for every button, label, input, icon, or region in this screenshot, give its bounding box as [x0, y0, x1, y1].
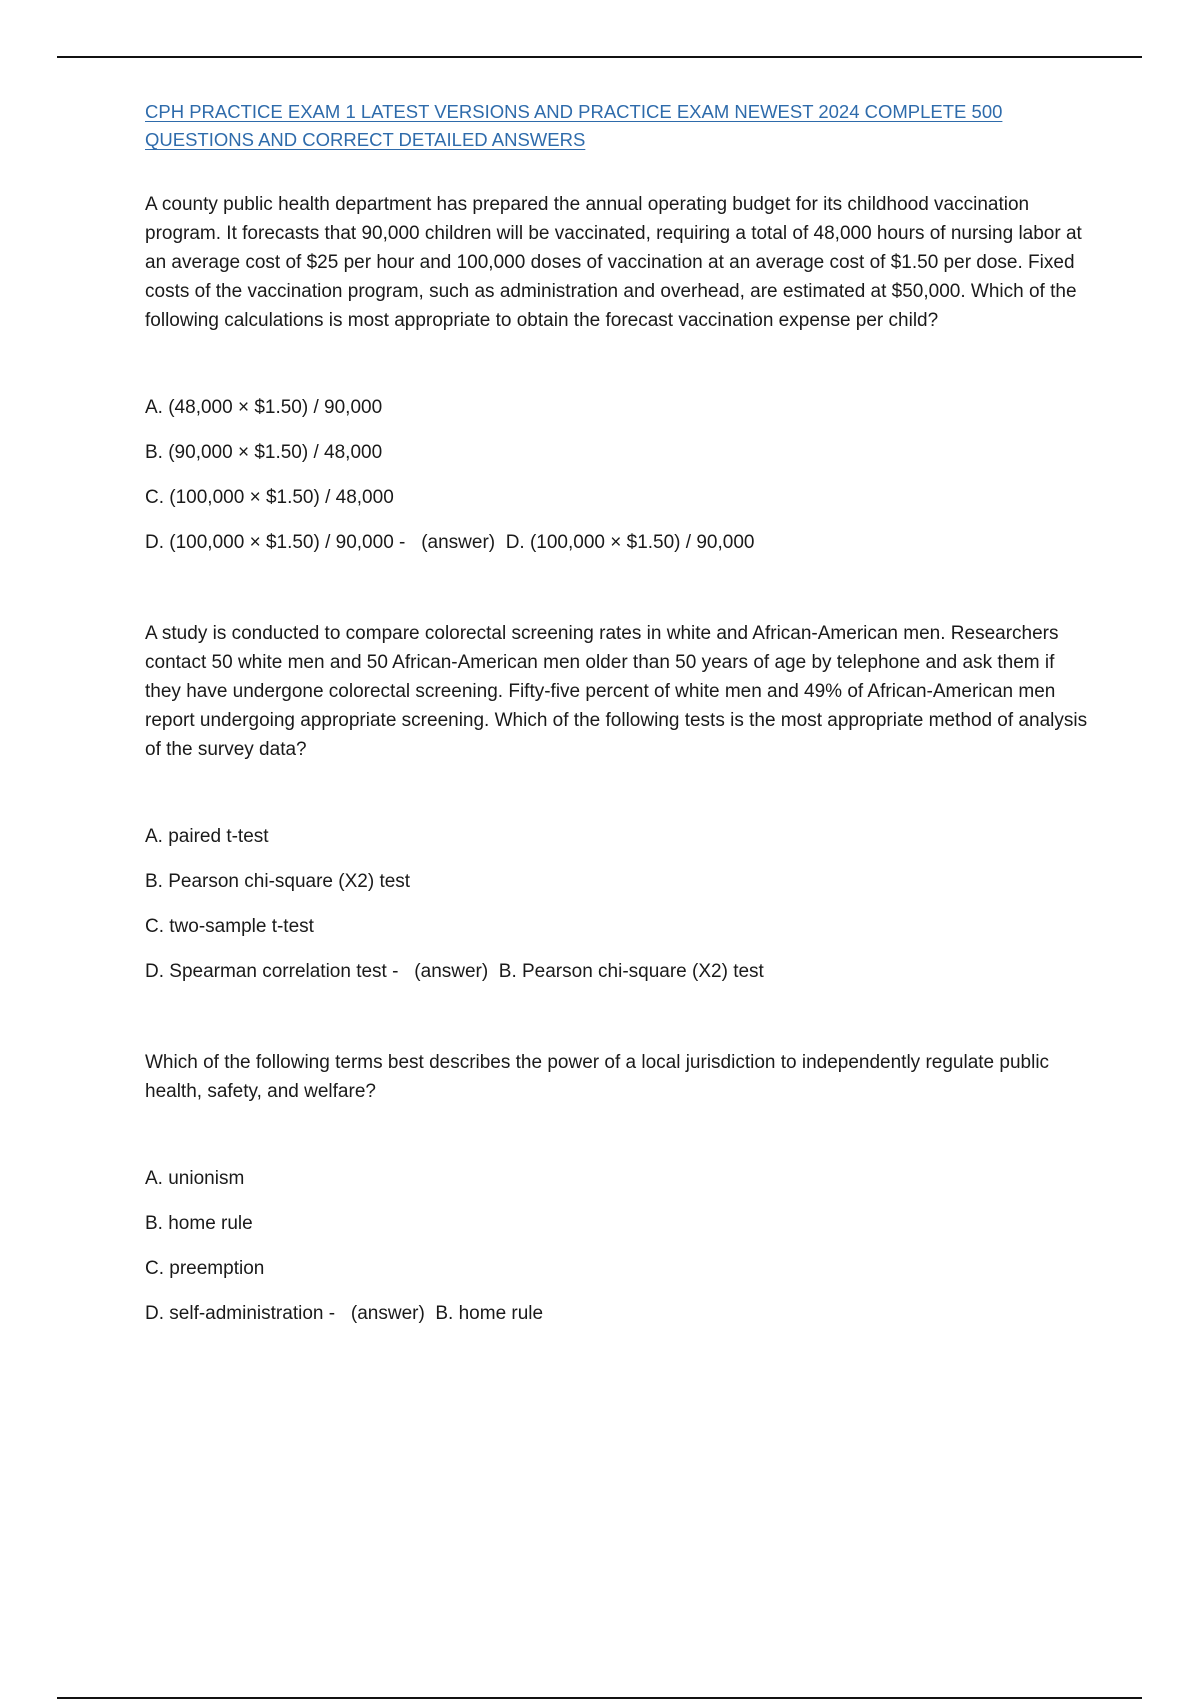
document-title [145, 98, 1095, 154]
option-3c: C. preemption [145, 1258, 265, 1279]
option-2d: D. Spearman correlation test [145, 961, 387, 982]
option-3d: D. self-administration [145, 1303, 324, 1324]
answer-label-3: (answer) [350, 1303, 425, 1324]
option-2c: C. two-sample t-test [145, 916, 314, 937]
answer-3: B. home rule [435, 1303, 544, 1324]
top-divider [57, 56, 1142, 58]
bottom-divider [57, 1697, 1142, 1699]
option-2d-with-answer: D. Spearman correlation test - (answer) B. Pearson chi-square (X2) test [145, 961, 764, 982]
option-1d: D. (100,000 × $1.50) / 90,000 [145, 532, 394, 553]
question-text-3: Which of the following terms best describes the power of a local jurisdiction to independently regulate public health, safety, and welfare? [145, 1052, 1050, 1102]
document-title-line-2: QUESTIONS AND CORRECT DETAILED ANSWERS [145, 129, 586, 150]
question-text-1: A county public health department has prepared the annual operating budget for its childhood vaccination program. It forecasts that 90,000 children will be vaccinated, requiring a total of 48,000 hours of nursing labor at an average cost of $25 per hour and 100,000 doses of vaccination at an average cost of $1.50 per dose. Fixed costs of the vaccination program, such as administration and overhead, are estimated at $50,000. Which of the following calculations is most appropriate to obtain the forecast vaccination expense per child? [145, 194, 1082, 331]
question-block-1 [145, 190, 1095, 556]
question-block-3 [145, 1048, 1095, 1327]
option-3d-with-answer: D. self-administration - (answer) B. home rule [145, 1303, 544, 1324]
option-1c: C. (100,000 × $1.50) / 48,000 [145, 487, 394, 508]
answer-label-1: (answer) [421, 532, 496, 553]
option-3b: B. home rule [145, 1213, 253, 1234]
option-3a: A. unionism [145, 1168, 245, 1189]
document-body [145, 98, 1095, 1327]
answer-2: B. Pearson chi-square (X2) test [498, 961, 764, 982]
answer-1: D. (100,000 × $1.50) / 90,000 [505, 532, 755, 553]
question-block-2 [145, 619, 1095, 985]
option-list-1 [145, 395, 1095, 556]
question-text-2: A study is conducted to compare colorectal screening rates in white and African-American men. Researchers contact 50 white men and 50 African-American men older than 50 years of age by telephone and ask them if they have undergone colorectal screening. Fifty-five percent of white men and 49% of African-American men report undergoing appropriate screening. Which of the following tests is the most appropriate method of analysis of the survey data? [145, 623, 1088, 760]
option-1a: A. (48,000 × $1.50) / 90,000 [145, 397, 383, 418]
document-title-line-1: CPH PRACTICE EXAM 1 LATEST VERSIONS AND PRACTICE EXAM NEWEST 2024 COMPLETE 500 [145, 101, 1003, 122]
option-list-3 [145, 1166, 1095, 1327]
option-2b: B. Pearson chi-square (X2) test [145, 871, 411, 892]
option-1b: B. (90,000 × $1.50) / 48,000 [145, 442, 383, 463]
option-1d-with-answer: D. (100,000 × $1.50) / 90,000 - (answer) D. (100,000 × $1.50) / 90,000 [145, 532, 755, 553]
option-2a: A. paired t-test [145, 826, 269, 847]
answer-label-2: (answer) [414, 961, 489, 982]
option-list-2 [145, 824, 1095, 985]
